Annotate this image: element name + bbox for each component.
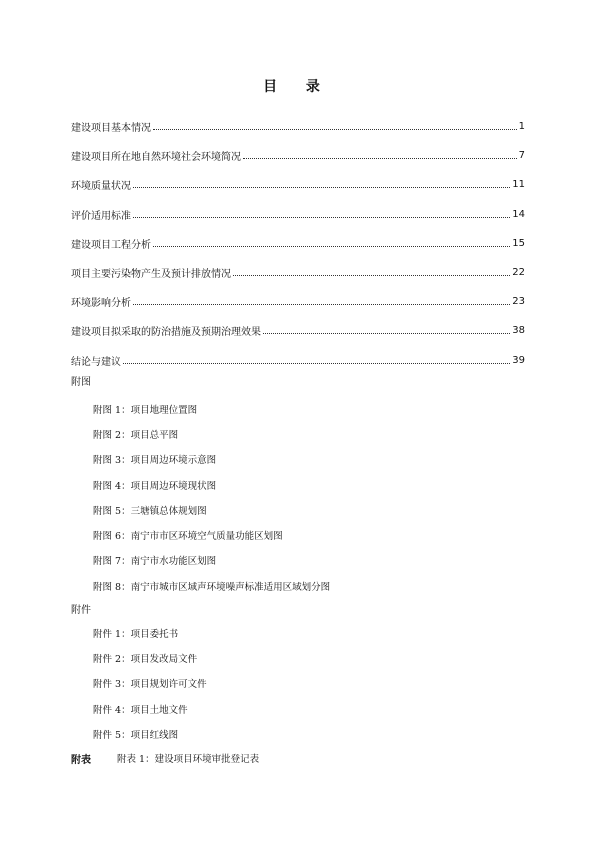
- figures-heading: 附图: [71, 377, 91, 388]
- figures-list: [93, 396, 330, 598]
- figure-item: 附图 6：南宁市市区环境空气质量功能区划图: [93, 531, 283, 543]
- page-title: 目 录: [263, 79, 332, 95]
- figure-item: 附图 8：南宁市城市区域声环境噪声标准适用区域划分图: [93, 581, 331, 593]
- figure-item: 附图 4：项目周边环境现状图: [93, 480, 217, 492]
- toc-entry[interactable]: [71, 141, 525, 170]
- toc-entry-page: 38: [512, 325, 525, 337]
- toc-entry[interactable]: [71, 200, 525, 229]
- toc-entry-label: 结论与建议: [71, 356, 121, 368]
- toc-entry[interactable]: [71, 170, 525, 199]
- figure-item: 附图 3：项目周边环境示意图: [93, 455, 217, 467]
- toc-leader-dots: [233, 275, 510, 276]
- toc-entry-page: 15: [512, 237, 525, 249]
- toc-leader-dots: [243, 158, 517, 159]
- toc-entry-page: 22: [512, 267, 525, 279]
- attachment-item: 附件 5：项目红线图: [93, 729, 179, 741]
- toc-leader-dots: [133, 217, 510, 218]
- figure-item: 附图 5：三塘镇总体规划图: [93, 505, 207, 517]
- toc-entry-label: 建设项目工程分析: [71, 239, 151, 251]
- figure-item: 附图 7：南宁市水功能区划图: [93, 556, 217, 568]
- toc-leader-dots: [123, 363, 510, 364]
- toc-entry-page: 23: [512, 296, 525, 308]
- toc-leader-dots: [153, 129, 517, 130]
- toc-leader-dots: [133, 304, 510, 305]
- figure-item: 附图 2：项目总平图: [93, 429, 179, 441]
- toc-entry-page: 1: [518, 121, 525, 133]
- toc-entry-page: 7: [518, 150, 525, 162]
- attachment-item: 附件 4：项目土地文件: [93, 704, 188, 716]
- tables-heading: 附表: [71, 754, 91, 766]
- toc-entry[interactable]: [71, 287, 525, 316]
- toc-entry-label: 环境质量状况: [71, 181, 131, 193]
- toc-entry-label: 建设项目基本情况: [71, 123, 151, 135]
- toc-entry[interactable]: [71, 229, 525, 258]
- table-of-contents: [71, 112, 525, 375]
- toc-entry[interactable]: [71, 258, 525, 287]
- attachment-item: 附件 2：项目发改局文件: [93, 653, 198, 665]
- appendix-table-section: [71, 750, 259, 766]
- toc-entry[interactable]: [71, 112, 525, 141]
- table-item: 附表 1：建设项目环境审批登记表: [117, 754, 260, 765]
- attachment-item: 附件 1：项目委托书: [93, 628, 179, 640]
- attachments-list: [93, 620, 207, 746]
- toc-entry-label: 建设项目所在地自然环境社会环境简况: [71, 152, 241, 164]
- toc-entry-page: 39: [512, 354, 525, 366]
- figure-item: 附图 1：项目地理位置图: [93, 404, 198, 416]
- toc-entry[interactable]: [71, 346, 525, 375]
- toc-entry-page: 14: [512, 208, 525, 220]
- toc-entry[interactable]: [71, 316, 525, 345]
- toc-entry-page: 11: [512, 179, 525, 191]
- toc-leader-dots: [133, 187, 510, 188]
- toc-leader-dots: [153, 246, 510, 247]
- toc-entry-label: 项目主要污染物产生及预计排放情况: [71, 269, 231, 281]
- toc-entry-label: 建设项目拟采取的防治措施及预期治理效果: [71, 327, 261, 339]
- toc-entry-label: 评价适用标准: [71, 210, 131, 222]
- attachments-heading: 附件: [71, 605, 91, 616]
- toc-entry-label: 环境影响分析: [71, 298, 131, 310]
- attachment-item: 附件 3：项目规划许可文件: [93, 679, 207, 691]
- toc-leader-dots: [263, 333, 510, 334]
